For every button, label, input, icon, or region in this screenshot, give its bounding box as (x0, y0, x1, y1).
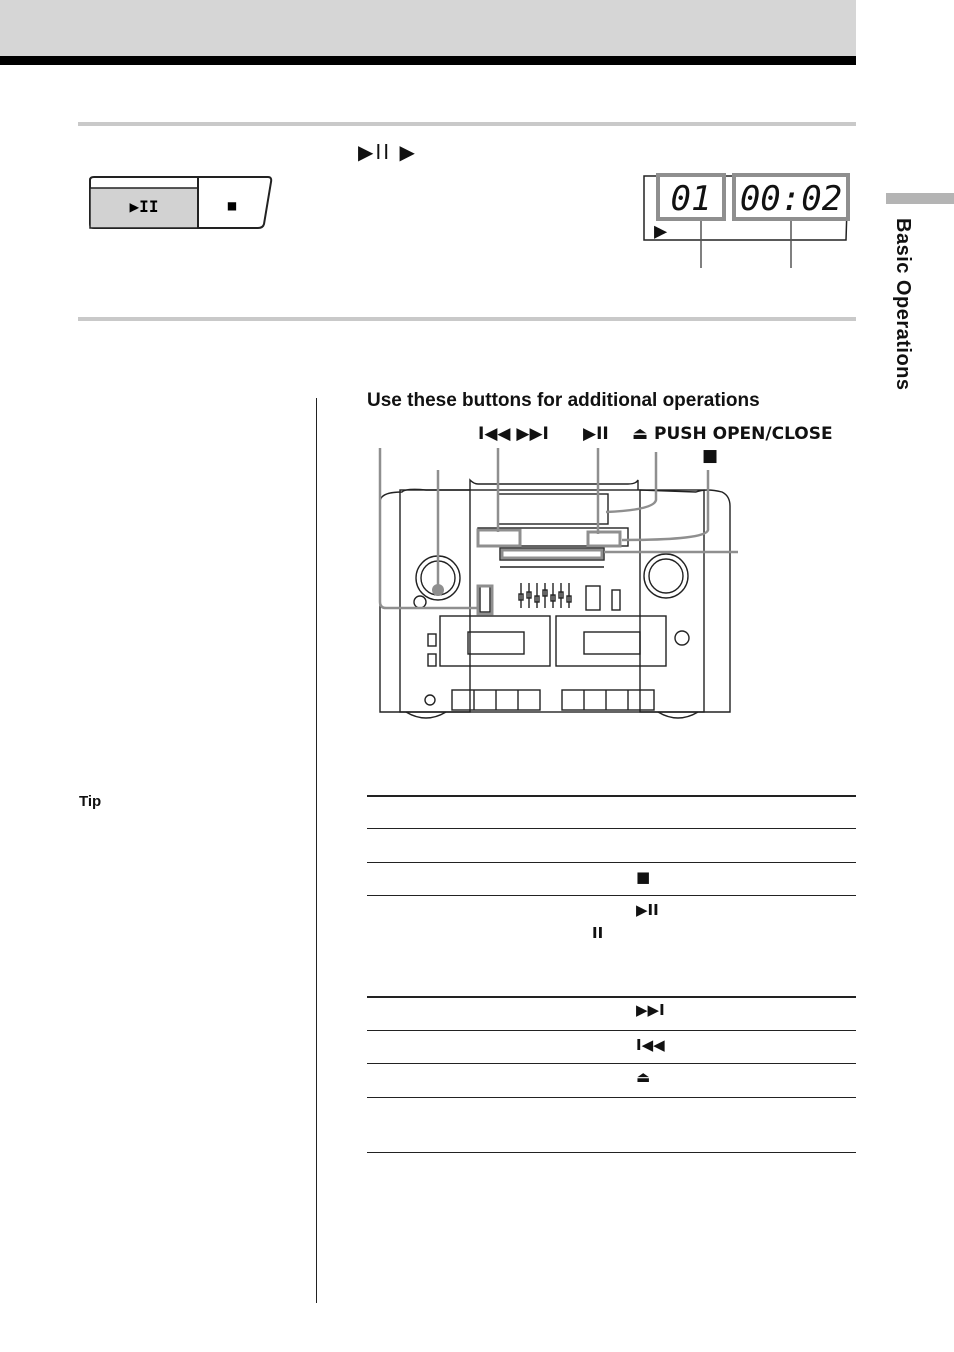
eject-label: ⏏ PUSH OPEN/CLOSE (632, 424, 833, 444)
stop-label: ■ (702, 446, 719, 466)
section-divider-bottom (78, 317, 856, 321)
table-rule (367, 1030, 856, 1031)
table-rule (367, 828, 856, 829)
elapsed-time-readout: 00:02 (739, 179, 843, 219)
play-pause-label: ▶II (583, 424, 609, 444)
play-heading-symbols: ▶II ▶ (358, 140, 417, 164)
section-divider-top (78, 122, 856, 126)
track-number-readout: 01 (670, 179, 712, 219)
table-rule (367, 862, 856, 863)
additional-operations-title: Use these buttons for additional operations (367, 390, 760, 411)
display-illustration (640, 172, 854, 272)
stop-icon: ■ (227, 198, 237, 214)
skip-buttons-label: I◀◀ ▶▶I (478, 424, 549, 444)
column-divider (316, 398, 317, 1303)
section-label: Basic Operations (892, 218, 914, 391)
table-next-symbol: ▶▶I (636, 1001, 665, 1019)
play-pause-stop-highlight (588, 532, 620, 546)
control-panel-illustration (86, 174, 276, 232)
table-rule (367, 1152, 856, 1153)
tip-label: Tip (79, 793, 102, 810)
header-band (0, 0, 856, 56)
header-rule (0, 56, 856, 65)
table-rule (367, 1063, 856, 1064)
button-row-highlight (502, 550, 602, 558)
stereo-illustration (366, 440, 746, 725)
table-stop-symbol: ■ (636, 868, 651, 886)
table-previous-symbol: I◀◀ (636, 1036, 665, 1054)
table-rule (367, 795, 856, 797)
section-tab-marker (886, 193, 954, 204)
table-play-pause-symbol: ▶II (636, 901, 659, 919)
play-pause-icon: ▶II (129, 197, 159, 216)
table-rule (367, 895, 856, 896)
table-rule (367, 996, 856, 998)
table-rule (367, 1097, 856, 1098)
play-indicator-icon: ▶ (654, 219, 668, 244)
table-eject-symbol: ⏏ (636, 1068, 651, 1086)
table-pause-symbol: II (592, 924, 604, 942)
skip-buttons-highlight (478, 530, 520, 546)
